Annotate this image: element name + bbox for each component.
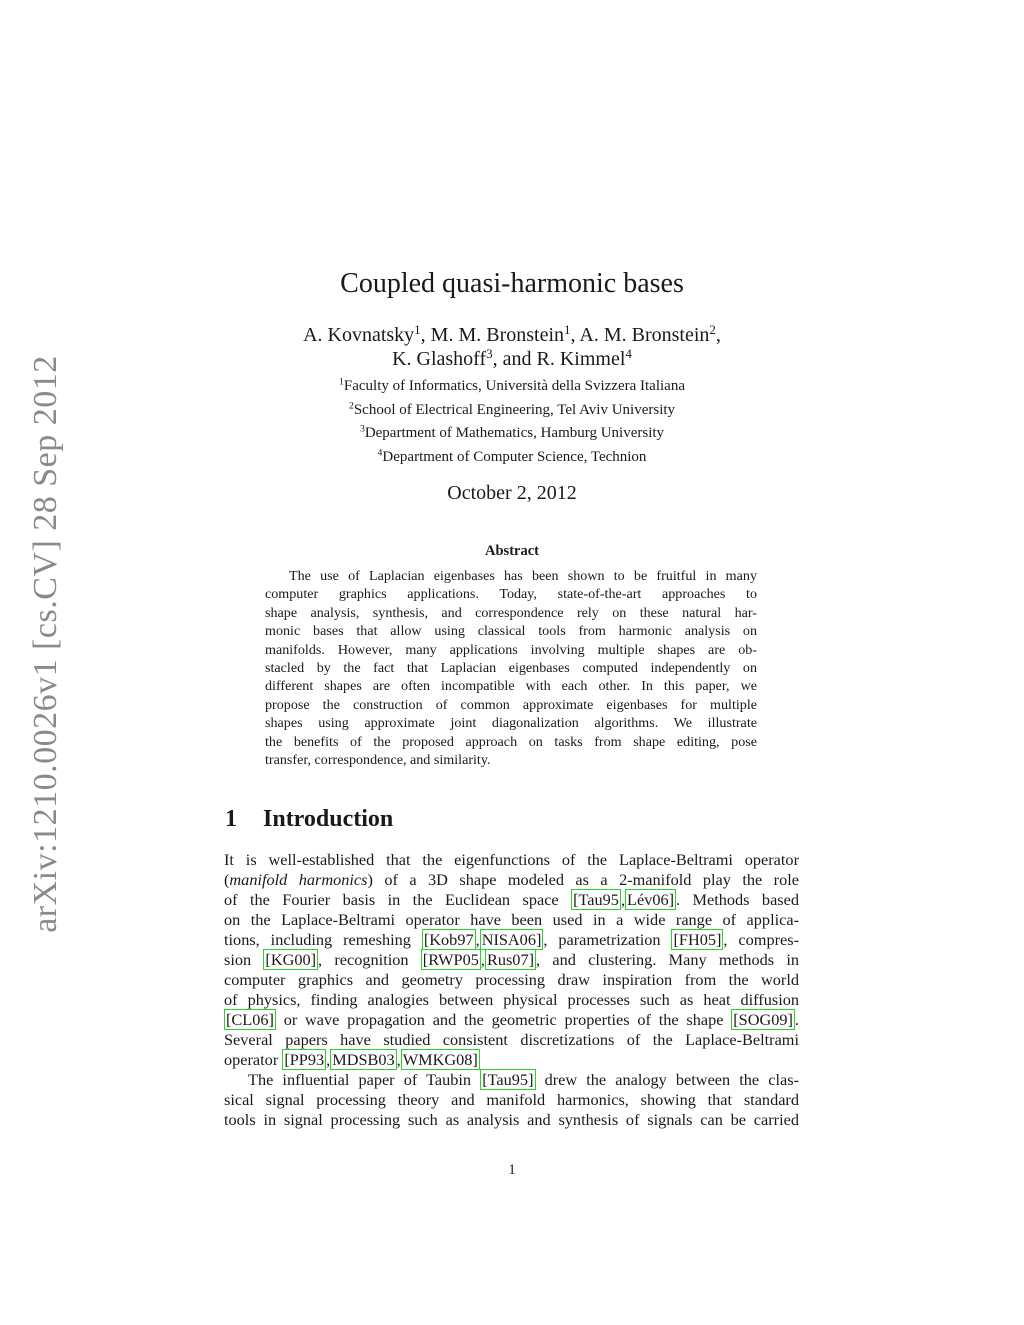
abstract-body <box>265 567 757 769</box>
abstract-line: propose the construction of common approximate eigenbases for multiple <box>265 696 757 713</box>
author-line-1 <box>0 323 1024 347</box>
abstract-line: stacled by the fact that Laplacian eigenbases computed independently on <box>265 659 757 676</box>
body-line: operator [PP93 , MDSB03 , WMKG08] <box>224 1050 478 1069</box>
affiliation-mark: 2 <box>348 400 354 412</box>
affiliation-mark: 3 <box>486 345 493 361</box>
affiliation <box>0 399 1024 423</box>
author-name: , A. M. Bronstein <box>570 324 710 346</box>
citation-link[interactable]: [KG00] <box>265 950 317 969</box>
author-line-2 <box>0 347 1024 371</box>
citation-link[interactable]: Rus07] <box>486 950 535 969</box>
section-number: 1 <box>225 806 237 832</box>
affiliation-mark: 1 <box>414 321 421 337</box>
body-line: [CL06] or wave propagation and the geometric properties of the shape [SOG09] . <box>226 1010 799 1029</box>
body-line: of the Fourier basis in the Euclidean space [Tau95 , Lév06] . Methods based <box>224 890 799 909</box>
body-line: sion [KG00] , recognition [RWP05 , Rus07] , and clustering. Many methods in <box>224 950 799 969</box>
affiliation-mark: 2 <box>709 321 716 337</box>
affiliation-mark: 4 <box>377 447 383 459</box>
body-line: of physics, finding analogies between physical processes such as heat diffusion <box>224 990 799 1009</box>
section-heading <box>225 806 393 833</box>
citation-link[interactable]: Lév06] <box>627 890 675 909</box>
section-title: Introduction <box>263 806 394 832</box>
affiliation-mark: 1 <box>339 376 344 388</box>
affiliation <box>0 446 1024 470</box>
paper-date: October 2, 2012 <box>447 482 577 504</box>
abstract-line: computer graphics applications. Today, state-of-the-art approaches to <box>265 586 757 603</box>
citation-link[interactable]: [Tau95 <box>573 890 619 909</box>
citation-link[interactable]: [Tau95] <box>482 1070 534 1089</box>
body-line: computer graphics and geometry processing draw inspiration from the world <box>224 970 799 989</box>
abstract-line: transfer, correspondence, and similarity. <box>265 751 491 768</box>
body-line: sical signal processing theory and manifold harmonics, showing that standard <box>224 1090 799 1109</box>
affiliation <box>0 422 1024 446</box>
author-separator: , <box>715 324 721 346</box>
citation-link[interactable]: [CL06] <box>226 1010 274 1029</box>
author-name: , and R. Kimmel <box>492 348 626 370</box>
citation-link[interactable]: [SOG09] <box>733 1010 793 1029</box>
abstract-line: the benefits of the proposed approach on tasks from shape editing, pose <box>265 733 757 750</box>
paper-title: Coupled quasi-harmonic bases <box>340 268 684 299</box>
citation-link[interactable]: [RWP05 <box>422 950 479 969</box>
page-number: 1 <box>508 1162 516 1178</box>
abstract-line: monic bases that allow using classical tools from harmonic analysis on <box>265 623 757 640</box>
affiliations <box>0 375 1024 469</box>
citation-link[interactable]: WMKG08] <box>402 1050 478 1069</box>
author-name: K. Glashoff <box>392 348 487 370</box>
body-line: tions, including remeshing [Kob97 , NISA06] , parametrization [FH05] , compres- <box>224 930 800 949</box>
author-name: A. Kovnatsky <box>303 324 415 346</box>
arxiv-identifier[interactable]: arXiv:1210.0026v1 [cs.CV] 28 Sep 2012 <box>27 355 64 933</box>
affiliation-mark: 4 <box>625 345 632 361</box>
body-line: (manifold harmonics) of a 3D shape modeled as a 2-manifold play the role <box>224 870 799 889</box>
introduction-body <box>224 850 799 1130</box>
abstract-line: shape analysis, synthesis, and correspondence rely on these natural har- <box>265 604 757 621</box>
author-name: , M. M. Bronstein <box>420 324 565 346</box>
abstract-line: different shapes are often incompatible with each other. In this paper, we <box>265 678 757 695</box>
citation-link[interactable]: NISA06] <box>481 930 542 949</box>
body-line: It is well-established that the eigenfunctions of the Laplace-Beltrami operator <box>224 850 799 869</box>
emphasis: manifold harmonics <box>229 870 368 889</box>
affiliation-text: School of Electrical Engineering, Tel Aviv University <box>353 401 676 418</box>
body-line: tools in signal processing such as analysis and synthesis of signals can be carried <box>224 1110 799 1129</box>
abstract-line: manifolds. However, many applications involving multiple shapes are ob- <box>265 641 757 658</box>
abstract-line: shapes using approximate joint diagonalization algorithms. We illustrate <box>265 715 757 732</box>
affiliation-text: Department of Computer Science, Technion <box>382 448 647 465</box>
author-list <box>0 323 1024 371</box>
citation-link[interactable]: [Kob97 <box>423 930 474 949</box>
abstract-line: The use of Laplacian eigenbases has been shown to be fruitful in many <box>289 568 757 584</box>
affiliation-mark: 1 <box>564 321 571 337</box>
affiliation-text: Faculty of Informatics, Università della Svizzera Italiana <box>343 378 685 394</box>
body-line: Several papers have studied consistent discretizations of the Laplace-Beltrami <box>224 1030 799 1049</box>
abstract-heading: Abstract <box>485 543 539 559</box>
affiliation-text: Department of Mathematics, Hamburg University <box>364 425 665 441</box>
citation-link[interactable]: [PP93 <box>284 1050 325 1069</box>
affiliation <box>0 375 1024 399</box>
citation-link[interactable]: MDSB03 <box>332 1050 395 1069</box>
affiliation-mark: 3 <box>359 423 365 435</box>
body-line: on the Laplace-Beltrami operator have been used in a wide range of applica- <box>224 910 799 929</box>
citation-link[interactable]: [FH05] <box>673 930 722 949</box>
body-line: The influential paper of Taubin [Tau95] drew the analogy between the clas- <box>248 1070 800 1089</box>
